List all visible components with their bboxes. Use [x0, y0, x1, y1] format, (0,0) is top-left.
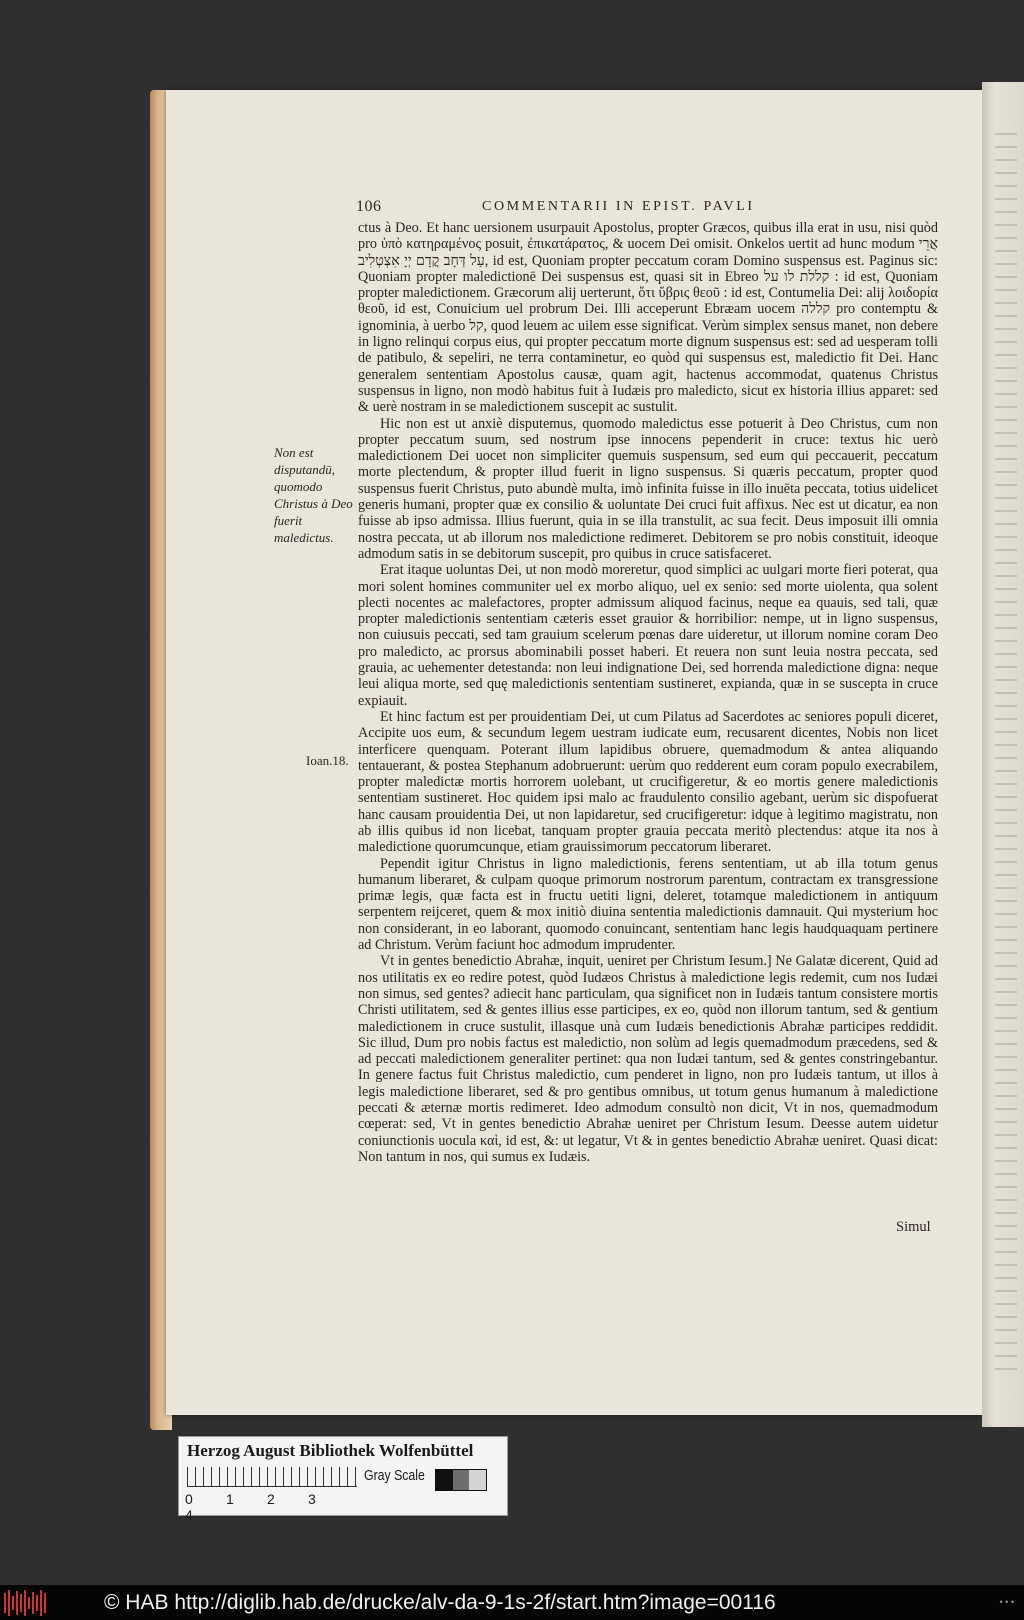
gray-scale-label: Gray Scale	[364, 1467, 425, 1484]
gray-swatch	[436, 1470, 453, 1490]
marginal-reference: Ioan.18.	[306, 753, 349, 768]
paragraph: Hic non est ut anxiè disputemus, quomodo maledictus esse potuerit à Deo Christus, cum non propter peccatum suum, sed nostrum ipse innocens pependerit in cruce: textus hic uerò maledictionem Dei uocet non simpliciter quemuis suspensum, sed eum qui peccauerit, peccatum morte plectendum, & propter illud fuerit in ligno suspensus. Si quæris peccatum, propter quod suspensus fuerit Christus, puto abundè multa, imò infinita fuisse in illo inuēta peccata, totius uidelicet generis humani, propter quæ ex consilio & uoluntate Dei cruci fuit affixus. Nec est ut dicatur, ea non fuisse ab ipso admissa. Illius fuerunt, quia in se illa transtulit, ac sua fecit. Deus imposuit illi omnia nostra peccata, ut ab illorum nos maledictione redimeret. Debitorem se pro nobis constituit, ideoque admodum satis in se debitorum suscepit, pro quibus in cruce satisfaceret.	[358, 415, 938, 562]
paragraph: Et hinc factum est per prouidentiam Dei, ut cum Pilatus ad Sacerdotes ac seniores populi diceret, Accipite uos eum, & secundum legem uestram iudicate eum, recusarent dicentes, Nobis non licet interficere quenquam. Poterant illum lapidibus obruere, quemadmodum & antea aliquando tentauerant, & postea Stephanum adobruerunt: uerùm quo redderent eum coram populo execrabilem, propter maledictæ mortis horrorem uolebant, ut crucifigeretur, & eo mortis genere maledictionis sententiam sustineret. Hoc quidem ipsi malo ac fraudulento consilio agebant, uerùm sic dispofuerat hanc causam prouidentia Dei, ut non lapidaretur, sed crucifigeretur: idque à legitimo magistratu, non ab illis quibus id non licebat, tanquam propter grauia peccata meritò plectendus: atque ita nos à maledictione quorumcunque, etiam grauissimorum peccatorum liberaret.	[358, 708, 938, 856]
scale-ruler	[187, 1467, 357, 1487]
scale-number: 2	[267, 1491, 275, 1507]
scale-number: 1	[226, 1491, 234, 1507]
paragraph: Erat itaque uoluntas Dei, ut non modò moreretur, quod simplici ac uulgari morte fieri poterat, qua mori solent homines communiter uel ex morbo aliquo, uel ex senio: sed morte uiolenta, qua solent plecti nocentes ac malefactores, propter admissum aliquod facinus, neque ea quauis, sed tali, quæ propter maledictionis sententiam cæteris esset grauior & horribilior: nempe, ut in ligno suspensus, non cuiusuis peccati, sed tam grauium scelerum pœnas dare uideretur, ut illorum nomine coram Deo pro maledicto, ac prorsus abominabili posset haberi. Et reuera non sunt leuia nostra peccata, sed grauia, ac uehementer detestanda: non leui indignatione Dei, sed horrenda maledictione digna: neque leui aliqua morte, sed quę maledictionis sententiam sustineret, expianda, quæ in se suscepta in cruce expiauit.	[358, 562, 938, 709]
folio-number: 106	[356, 198, 382, 215]
gray-swatch	[469, 1470, 486, 1490]
marginal-note: Non est disputandū, quomodo Christus à Deo fuerit maledictus.	[274, 445, 353, 545]
scale-number: 3	[308, 1491, 316, 1507]
running-title: COMMENTARII IN EPIST. PAVLI	[482, 199, 755, 214]
body-text	[358, 220, 938, 1165]
next-page-texture	[995, 130, 1017, 1370]
scale-number: 4	[185, 1507, 193, 1523]
status-dots-icon: • • •	[999, 1597, 1014, 1607]
running-head	[356, 198, 836, 218]
paragraph: ctus à Deo. Et hanc uersionem usurpauit Apostolus, propter Græcos, quibus illa erat in usu, nisi quòd pro ὑπὸ κατηραμένος posuit, ἐπικατάρατος, & uocem Dei omisit. Onkelos uertit ad hunc modum אֲרֵי עַל דְּחָב קֳדָם יְיָ אִצְטְלִיב, id est, Quoniam propter peccatum coram Domino suspensus est. Paginus sic: Quoniam propter maledictionē Dei suspensus est, quasi sit in Ebreo קללת לו על : id est, Quoniam propter maledictionem. Græcorum alij uerterunt, ὅτι ὕβρις θεοῦ : id est, Contumelia Dei: alij λοιδορία θεοῦ, id est, Conuicium uel probrum Dei. Illi acceperunt Ebræam uocem קללה pro contemptu & ignominia, à uerbo קל, quod leuem ac uilem esse significat. Verùm simplex sensus manet, non debere in ligno relinqui corpus eius, qui propter peccatum morte dignum suspensus est: sed ad uesperam tolli de patibulo, & sepeliri, ne terra contaminetur, eo quòd qui suspensus est, maledictio fit Dei. Hanc generalem sententiam Apostolus causæ, quam agit, hactenus accommodat, quatenus Christus suspensus in ligno, non modò habitus fuit à Iudæis pro maledicto, sicut ex historia illius apparet: sed & uerè nostram in se maledictionem suscepit ac sustulit.	[358, 220, 938, 416]
scale-card-title: Herzog August Bibliothek Wolfenbüttel	[187, 1441, 474, 1460]
color-scale-card	[178, 1436, 508, 1523]
gray-swatches	[435, 1469, 487, 1491]
paragraph: Vt in gentes benedictio Abrahæ, inquit, ueniret per Christum Iesum.] Ne Galatæ dicerent, Quid ad nos utilitatis ex eo redire potest, quòd Iudæos Christus à maledictione legis redemit, cum nos Iudæi non simus, sed gentes? adiecit hanc particulam, qua significet non in Iudæis tantum consistere mortis Christi utilitatem, sed & gentes illius esse participes, ex eo, quòd non illorum tantum, sed & gentium maledictionem in cruce sustulit, illasque unà cum Iudæis benedictionis Abrahæ participes reddidit. Sic illud, Dum pro nobis factus est maledictio, non solùm ad legis quemadmodum præcedens, sed & ad peccati maledictionem generaliter pertinet: qua non Iudæi tantum, sed & gentes constringebantur. In genere factus fuit Christus maledictio, cum penderet in ligno, non pro Iudæis tantum, ut illos à legis maledictione liberaret, sed & pro gentibus omnibus, ut totum genus humanum à maledictione peccati & æternæ mortis redimeret. Ideo admodum consultò non dicit, Vt in nos, quemadmodum cœperat: sed, Vt in gentes benedictio Abrahæ ueniret per Christum Iesum. Deesse autem uidetur coniunctionis uocula καὶ, id est, &: ut legatur, Vt & in gentes benedictio Abrahæ ueniret. Quasi dicat: Non tantum in nos, qui sumus ex Iudæis.	[358, 953, 938, 1165]
copyright-url-text[interactable]: © HAB http://diglib.hab.de/drucke/alv-da-9-1s-2f/start.htm?image=00116	[104, 1590, 776, 1614]
hab-logo-icon	[4, 1589, 48, 1617]
catchword: Simul	[896, 1219, 931, 1235]
scale-numbers	[185, 1491, 365, 1523]
status-bar	[0, 1585, 1024, 1620]
gray-swatch	[453, 1470, 470, 1490]
paragraph: Pependit igitur Christus in ligno maledictionis, ferens sententiam, ut ab illa totum genus humanum liberaret, & culpam quoque primorum nostrorum parentum, contractam ex transgressione primæ legis, quæ facta est in fructu uetiti ligni, deleret, totamque maledictionem in antiquum serpentem reijceret, quem & mox initiò diuina sententia maledictionis damnauit. Qui mysterium hoc non considerant, in eo laborant, quomodo conuincant, sententiam hanc legis haudquaquam pertinere ad Christum. Verùm faciunt hoc admodum imprudenter.	[358, 855, 938, 954]
scale-number: 0	[185, 1491, 193, 1507]
